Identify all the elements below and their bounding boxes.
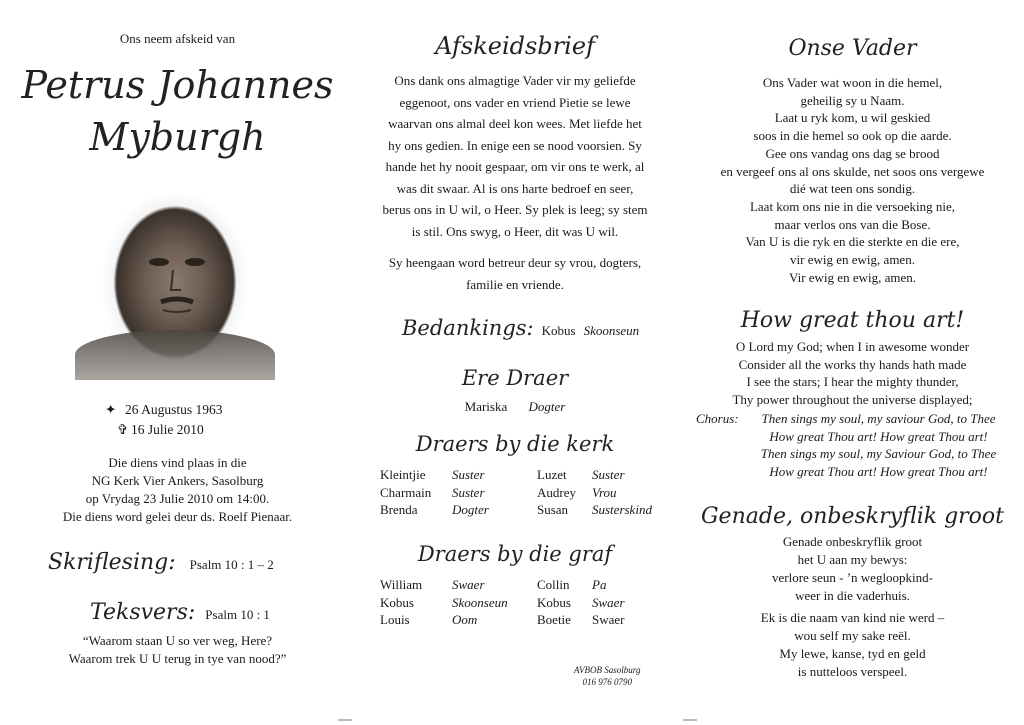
hymn-line: I see the stars; I hear the mighty thunder, xyxy=(746,374,959,389)
bearer-relation: Suster xyxy=(452,484,485,500)
hymn-line: My lewe, kanse, tyd en geld xyxy=(779,646,926,661)
bearer-name: Luzet xyxy=(537,467,567,482)
intro-text: Ons neem afskeid van xyxy=(119,31,236,46)
draers-graf-title: Draers by die graf xyxy=(417,542,613,566)
service-line: NG Kerk Vier Ankers, Sasolburg xyxy=(91,473,264,488)
hymn-line: verlore seun - ’n wegloopkind- xyxy=(771,570,933,585)
fold-mark xyxy=(338,719,352,721)
prayer-line: Ons Vader wat woon in die hemel, xyxy=(762,75,943,90)
bearer-name: Susan xyxy=(537,502,569,517)
skriflesing-row xyxy=(48,550,274,575)
letter-line: berus ons in U wil, o Heer. Sy plek is leeg; sy stem xyxy=(382,202,648,217)
letter-line: is stil. Ons swyg, o Heer, dit was U wil. xyxy=(411,223,619,239)
ere-draer-relation: Dogter xyxy=(528,399,566,414)
service-details xyxy=(20,454,335,526)
funeral-home-footer xyxy=(574,664,640,688)
prayer-line: soos in die hemel so ook op die aarde. xyxy=(753,128,952,144)
table-row xyxy=(380,611,635,629)
table-row xyxy=(380,501,662,519)
bearer-name: Collin xyxy=(537,577,570,592)
death-line xyxy=(117,420,223,440)
skriflesing-label: Skriflesing: xyxy=(48,550,176,575)
birth-star-icon: ✦ xyxy=(105,402,117,417)
bearer-relation: Suster xyxy=(592,467,625,482)
hymn-line: Thy power throughout the universe displayed; xyxy=(732,391,973,407)
bearer-name: Louis xyxy=(380,612,410,627)
skriflesing-value: Psalm 10 : 1 – 2 xyxy=(189,557,274,572)
prayer-line: geheilig sy u Naam. xyxy=(800,92,905,108)
bearer-name: Kleintjie xyxy=(380,467,426,482)
letter-line: Ons dank ons almagtige Vader vir my geliefde xyxy=(394,73,636,88)
table-row xyxy=(380,594,635,612)
genade-verse xyxy=(690,533,1015,681)
farewell-letter xyxy=(350,70,680,242)
left-panel xyxy=(20,0,335,725)
funeral-home-name: AVBOB Sasolburg xyxy=(574,665,641,675)
draers-graf-table xyxy=(380,576,635,629)
chorus xyxy=(742,410,1015,480)
chorus-line: How great Thou art! How great Thou art! xyxy=(769,463,988,479)
hymn-line: Consider all the works thy hands hath made xyxy=(738,356,967,372)
letter-line: eggenoot, ons vader en vriend Pietie se lewe xyxy=(399,94,631,110)
bedankings-relation: Skoonseun xyxy=(583,323,640,338)
prayer-line: Vir ewig en ewig, amen. xyxy=(788,269,916,285)
prayer-line: Van U is die ryk en die sterkte en die ere, xyxy=(745,234,960,250)
table-row xyxy=(380,484,662,502)
bearer-name: Brenda xyxy=(380,502,418,517)
onse-vader-prayer xyxy=(690,74,1015,286)
teksvers-quote xyxy=(20,632,335,668)
bearer-relation: Suster xyxy=(452,467,485,482)
mourned-by xyxy=(350,252,680,295)
middle-panel xyxy=(350,0,680,725)
bearer-name: Boetie xyxy=(537,612,571,627)
chorus-line: Then sings my soul, my Saviour God, to Thee xyxy=(760,446,997,461)
bearer-name: William xyxy=(380,577,423,592)
deceased-name-line1: Petrus Johannes xyxy=(21,63,334,107)
mourn-line: familie en vriende. xyxy=(466,276,564,292)
table-row xyxy=(380,466,662,484)
quote-line: “Waarom staan U so ver weg, Here? xyxy=(82,633,273,648)
letter-line: was dit swaar. Al is ons harte bedroef en seer, xyxy=(396,180,634,196)
bearer-name: Audrey xyxy=(537,484,576,500)
letter-line: hande het hy nooit gespaar, om vir ons te werk, al xyxy=(385,159,645,174)
hymn-line: Genade onbeskryflik groot xyxy=(782,534,923,549)
hymn-line: O Lord my God; when I in awesome wonder xyxy=(735,339,970,354)
draers-kerk-table xyxy=(380,466,662,519)
hymn-line: wou self my sake reël. xyxy=(794,628,911,643)
birth-date: 26 Augustus 1963 xyxy=(125,402,223,417)
prayer-line: Laat u ryk kom, u wil geskied xyxy=(774,110,931,126)
hymn-line: weer in die vaderhuis. xyxy=(795,588,910,603)
bearer-name: Charmain xyxy=(380,484,432,500)
bearer-relation: Pa xyxy=(592,577,607,592)
teksvers-row xyxy=(90,600,270,625)
genade-title: Genade, onbeskryflik groot xyxy=(700,504,1004,529)
how-great-title: How great thou art! xyxy=(740,308,965,333)
table-row xyxy=(380,576,635,594)
prayer-line: vir ewig en ewig, amen. xyxy=(790,252,915,268)
quote-line: Waarom trek U U terug in tye van nood?” xyxy=(68,651,287,666)
funeral-home-phone: 016 976 0790 xyxy=(582,677,632,687)
service-line: op Vrydag 23 Julie 2010 om 14:00. xyxy=(85,491,270,506)
letter-line: hy ons gedien. In enige een se nood voorsien. Sy xyxy=(388,137,642,153)
bearer-relation: Skoonseun xyxy=(452,594,508,610)
bearer-relation: Dogter xyxy=(452,502,489,517)
ere-draer-name: Mariska xyxy=(464,399,508,414)
chorus-label: Chorus: xyxy=(696,411,739,426)
bedankings-name: Kobus xyxy=(541,323,576,338)
hymn-line: is nutteloos verspeel. xyxy=(797,664,908,679)
service-line: Die diens vind plaas in die xyxy=(108,455,247,470)
prayer-line: Laat kom ons nie in die versoeking nie, xyxy=(749,198,956,214)
mourn-line: Sy heengaan word betreur deur sy vrou, dogters, xyxy=(388,255,642,270)
bearer-relation: Swaer xyxy=(452,577,485,592)
teksvers-value: Psalm 10 : 1 xyxy=(205,607,270,622)
right-panel xyxy=(690,0,1015,725)
prayer-line: dié wat teen ons sondig. xyxy=(789,181,916,197)
death-date: 16 Julie 2010 xyxy=(131,422,204,437)
ere-draer-title: Ere Draer xyxy=(461,366,569,390)
bearer-relation: Vrou xyxy=(592,484,617,500)
deceased-name-line2: Myburgh xyxy=(89,115,266,159)
prayer-line: maar verlos ons van die Bose. xyxy=(774,216,931,232)
prayer-line: en vergeef ons al ons skulde, net soos ons vergewe xyxy=(720,163,985,179)
afskeidsbrief-title: Afskeidsbrief xyxy=(435,32,595,60)
cross-icon: ✞ xyxy=(117,422,129,437)
bedankings-row xyxy=(402,316,639,340)
bearer-relation: Swaer xyxy=(592,594,625,610)
service-line: Die diens word gelei deur ds. Roelf Pienaar. xyxy=(62,509,293,524)
chorus-line: How great Thou art! How great Thou art! xyxy=(769,428,988,444)
bearer-relation: Swaer xyxy=(592,612,625,627)
birth-line xyxy=(105,400,223,420)
ere-draer-row xyxy=(350,398,680,416)
teksvers-label: Teksvers: xyxy=(90,600,196,625)
how-great-verse xyxy=(690,338,1015,408)
chorus-line: Then sings my soul, my saviour God, to Thee xyxy=(761,411,996,426)
hymn-line: Ek is die naam van kind nie werd – xyxy=(760,610,945,625)
fold-mark xyxy=(683,719,697,721)
bedankings-label: Bedankings: xyxy=(402,316,534,340)
bearer-relation: Susterskind xyxy=(592,502,652,517)
bearer-name: Kobus xyxy=(380,594,414,610)
letter-line: waarvan ons almal deel kon wees. Met liefde het xyxy=(388,116,642,131)
prayer-line: Gee ons vandag ons dag se brood xyxy=(765,145,940,161)
bearer-name: Kobus xyxy=(537,594,571,610)
hymn-line: het U aan my bewys: xyxy=(797,552,908,567)
draers-kerk-title: Draers by die kerk xyxy=(415,432,615,456)
onse-vader-title: Onse Vader xyxy=(788,36,917,61)
bearer-relation: Oom xyxy=(452,612,478,627)
